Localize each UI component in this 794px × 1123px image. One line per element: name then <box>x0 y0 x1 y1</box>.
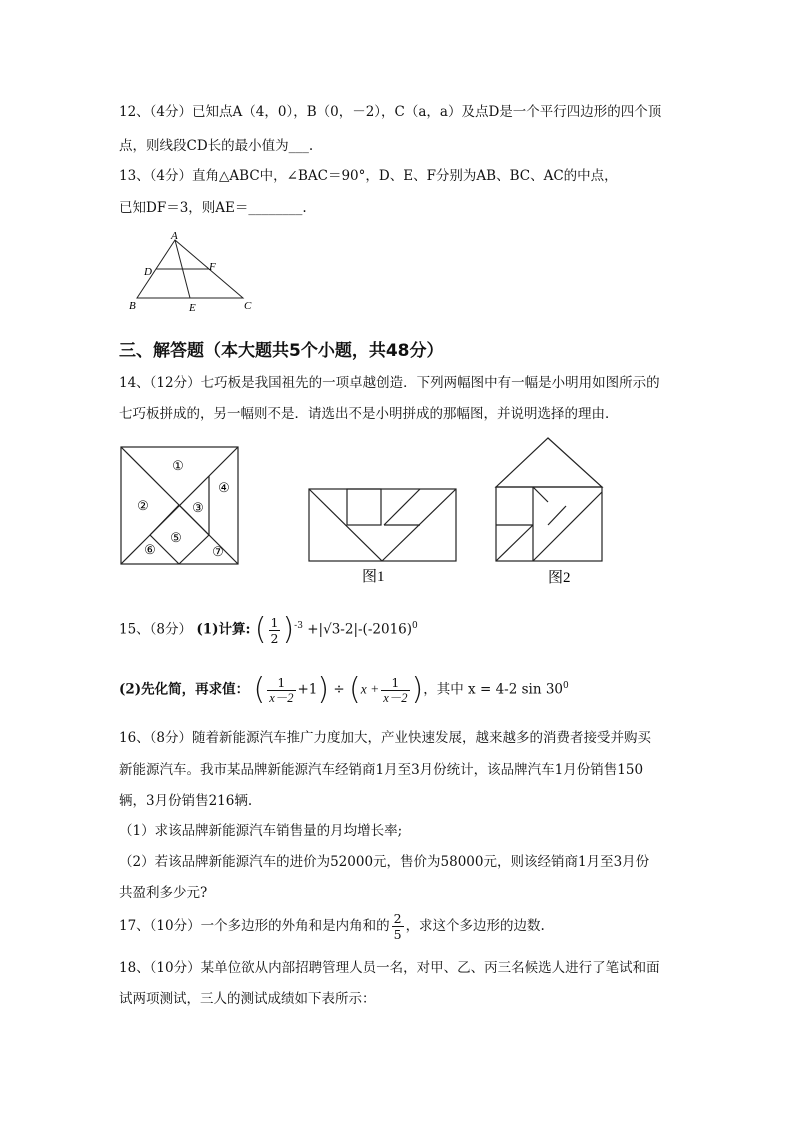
tangram-num-7: ⑦ <box>212 544 224 559</box>
exponent: -3 <box>294 621 303 631</box>
fraction-half: $\frac{1}{2}$ <box>270 614 279 646</box>
paren-left: ( <box>254 612 267 647</box>
q16-line2: 新能源汽车。我市某品牌新能源汽车经销商1月至3月份统计，该品牌汽车1月份销售150 <box>119 762 644 778</box>
fig2-caption: 图2 <box>548 570 571 586</box>
tangram-num-4: ④ <box>218 480 230 495</box>
label-F: F <box>209 261 216 273</box>
q16-sub2-line2: 共盈利多少元? <box>119 885 208 901</box>
q16-sub1: （1）求该品牌新能源汽车销售量的月均增长率; <box>119 823 403 839</box>
fraction-1: $\frac{1}{x-2}$ <box>269 674 294 705</box>
tangram-num-2: ② <box>137 498 149 513</box>
fig1-caption: 图1 <box>362 569 385 585</box>
label-B: B <box>129 300 136 312</box>
exponent-zero: 0 <box>412 621 418 631</box>
q16-line3: 辆，3月份销售216辆. <box>119 793 253 809</box>
label-D: D <box>144 266 152 278</box>
tangram-num-3: ③ <box>192 500 204 515</box>
q18-line1: 18、（10分）某单位欲从内部招聘管理人员一名，对甲、乙、丙三名候选人进行了笔试和面 <box>119 960 660 976</box>
q15-part1-rest: +|√3-2|-(-2016) <box>307 621 413 638</box>
q14-line1: 14、（12分）七巧板是我国祖先的一项卓越创造．下列两幅图中有一幅是小明用如图所示的 <box>119 375 660 391</box>
q13-line1: 13、（4分）直角△ABC中，∠BAC＝90°，D、E、F分别为AB、BC、AC的中点， <box>119 168 618 184</box>
q12-line1: 12、（4分）已知点A（4，0），B（0，－2），C（a，a）及点D是一个平行四边形的四个顶 <box>119 104 662 120</box>
figure-1 <box>306 485 458 585</box>
q15-part2-label: (2)先化简，再求值： <box>119 681 250 698</box>
q15-part1-label: (1)计算: <box>196 621 251 638</box>
fraction-2: $\frac{1}{x-2}$ <box>383 674 408 705</box>
q15-where: ，其中 x = 4-2 sin 30 <box>423 681 564 698</box>
q16-line1: 16、（8分）随着新能源汽车推广力度加大，产业快速发展，越来越多的消费者接受并购买 <box>119 730 652 746</box>
q16-sub2-line1: （2）若该品牌新能源汽车的进价为52000元，售价为58000元，则该经销商1月至3月份 <box>119 854 650 870</box>
q15-prefix: 15、（8分） <box>119 621 193 638</box>
section-title: 三、解答题（本大题共5个小题，共48分） <box>119 341 444 361</box>
tangram-num-5: ⑤ <box>170 530 182 545</box>
q15-part1 <box>119 606 418 650</box>
label-C: C <box>244 300 252 312</box>
fraction-two-fifths: $\frac{2}{5}$ <box>393 911 402 942</box>
label-A: A <box>171 230 178 242</box>
triangle-figure <box>125 230 265 315</box>
label-E: E <box>189 302 196 314</box>
paren-right: ) <box>282 612 295 647</box>
q12-line2: 点，则线段CD长的最小值为___. <box>119 138 314 154</box>
q18-line2: 试两项测试，三人的测试成绩如下表所示： <box>119 991 376 1007</box>
q17-line: 17、（10分）一个多边形的外角和是内角和的 $\frac{2}{5}$ ，求这个多边形的边数. <box>119 911 545 942</box>
tangram-num-6: ⑥ <box>144 542 156 557</box>
q14-line2: 七巧板拼成的，另一幅则不是．请选出不是小明拼成的那幅图，并说明选择的理由． <box>119 406 619 422</box>
q13-line2: 已知DF＝3，则AE＝________. <box>119 200 307 216</box>
q15-part2: (2)先化简，再求值： ( $\frac{1}{x-2}$ +1) ÷ (x + $\frac{1}{x-2}$ )，其中 x = 4-2 $\sin 30^0$ <box>119 672 569 707</box>
tangram-num-1: ① <box>172 458 184 473</box>
tangram-square <box>118 444 242 568</box>
figure-2 <box>492 436 606 586</box>
